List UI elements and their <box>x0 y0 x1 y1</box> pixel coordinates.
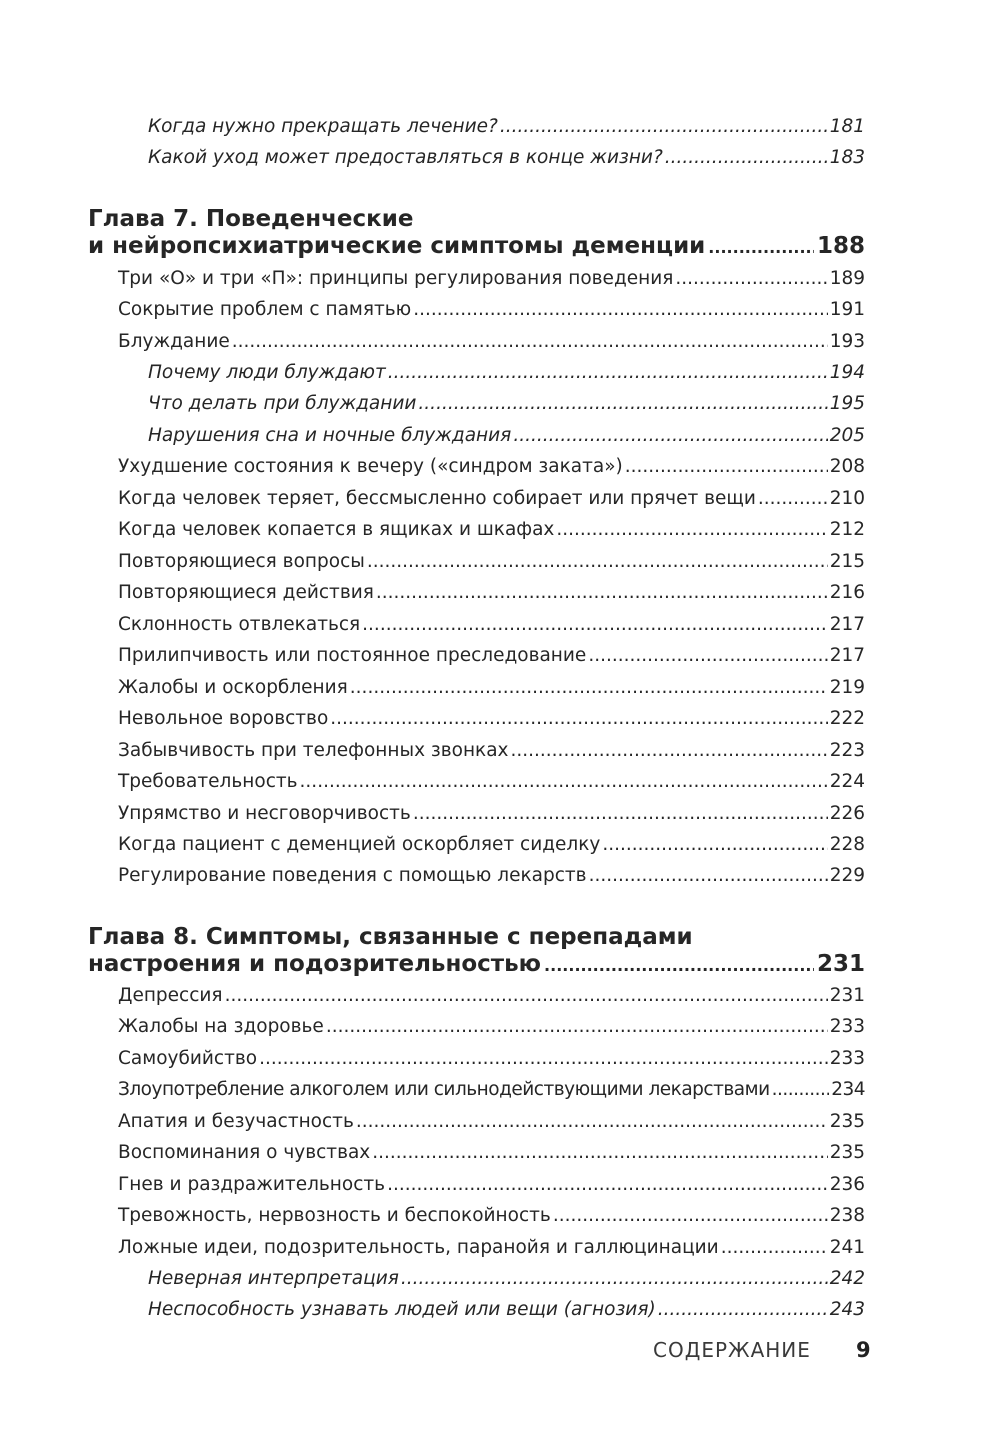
toc-entry-title: Что делать при блуждании <box>148 393 417 414</box>
toc-entry[interactable] <box>118 578 865 608</box>
toc-entry[interactable] <box>148 143 865 173</box>
toc-entry-page: 242 <box>829 1268 865 1289</box>
toc-entry-title: Воспоминания о чувствах <box>118 1142 371 1163</box>
toc-entry-title: Упрямство и несговорчивость <box>118 803 411 824</box>
toc-entry-title: Три «О» и три «П»: принципы регулирования поведения <box>118 268 674 289</box>
toc-entry[interactable] <box>118 704 865 734</box>
dot-leader <box>413 295 827 325</box>
toc-entry-title: Неспособность узнавать людей или вещи (агнозия) <box>148 1299 656 1320</box>
toc-entry-title: Апатия и безучастность <box>118 1111 354 1132</box>
toc-entry-page: 241 <box>829 1237 865 1258</box>
toc-entry[interactable] <box>118 1044 865 1074</box>
running-footer-label: СОДЕРЖАНИЕ <box>653 1338 811 1362</box>
toc-entry-page: 189 <box>829 268 865 289</box>
toc-entry[interactable] <box>118 1233 865 1263</box>
toc-entry-title: Регулирование поведения с помощью лекарств <box>118 865 587 886</box>
toc-entry-page: 217 <box>829 645 865 666</box>
toc-entry-page: 243 <box>829 1299 865 1320</box>
toc-entry-page: 210 <box>829 488 865 509</box>
dot-leader <box>372 1138 827 1168</box>
toc-entry-page: 208 <box>829 456 865 477</box>
chapter-page: 231 <box>816 951 865 977</box>
toc-entry-title: Какой уход может предоставляться в конце жизни? <box>148 147 663 168</box>
toc-entry-page: 191 <box>829 299 865 320</box>
toc-entry-title: Нарушения сна и ночные блуждания <box>148 425 512 446</box>
chapter-title-line2: настроения и подозрительностью <box>88 951 542 977</box>
chapter-page: 188 <box>816 233 865 259</box>
toc-entry-page: 217 <box>829 614 865 635</box>
toc-entry[interactable] <box>118 264 865 294</box>
dot-leader <box>326 1012 828 1042</box>
toc-entry-title: Требовательность <box>118 771 298 792</box>
dot-leader <box>418 389 827 419</box>
dot-leader <box>658 1295 828 1325</box>
dot-leader <box>330 704 827 734</box>
dot-leader <box>225 981 828 1011</box>
dot-leader <box>544 952 814 979</box>
toc-entry-title: Почему люди блуждают <box>148 362 386 383</box>
toc-entry[interactable] <box>118 736 865 766</box>
toc-entry-page: 236 <box>829 1174 865 1195</box>
toc-entry-page: 181 <box>829 116 865 137</box>
toc-entry[interactable] <box>118 484 865 514</box>
dot-leader <box>387 1170 828 1200</box>
dot-leader <box>721 1233 828 1263</box>
toc-entry[interactable] <box>118 1075 865 1105</box>
toc-entry[interactable] <box>118 673 865 703</box>
toc-entry-page: 233 <box>829 1016 865 1037</box>
toc-entry[interactable] <box>118 981 865 1011</box>
toc-entry[interactable] <box>148 112 865 142</box>
toc-entry[interactable] <box>118 327 865 357</box>
toc-entry-title: Депрессия <box>118 985 223 1006</box>
toc-entry[interactable] <box>118 547 865 577</box>
toc-entry-page: 183 <box>829 147 865 168</box>
toc-entry-page: 194 <box>829 362 865 383</box>
toc-entry-page: 228 <box>829 834 865 855</box>
toc-entry-title: Злоупотребление алкоголем или сильнодействующими лекарствами <box>118 1079 770 1100</box>
dot-leader <box>772 1075 830 1105</box>
toc-entry-title: Ложные идеи, подозрительность, паранойя и галлюцинации <box>118 1237 719 1258</box>
toc-entry-page: 233 <box>829 1048 865 1069</box>
dot-leader <box>350 673 828 703</box>
toc-entry-title: Когда пациент с деменцией оскорбляет сиделку <box>118 834 601 855</box>
dot-leader <box>376 578 828 608</box>
dot-leader <box>589 861 828 891</box>
toc-entry-page: 222 <box>829 708 865 729</box>
chapter-7-heading[interactable] <box>88 206 865 260</box>
toc-entry-title: Самоубийство <box>118 1048 258 1069</box>
dot-leader <box>675 264 827 294</box>
toc-entry-page: 235 <box>829 1111 865 1132</box>
toc-entry-title: Когда нужно прекращать лечение? <box>148 116 498 137</box>
toc-entry-page: 219 <box>829 677 865 698</box>
toc-entry[interactable] <box>118 452 865 482</box>
toc-entry[interactable] <box>148 1295 865 1325</box>
toc-entry-page: 234 <box>831 1079 865 1100</box>
dot-leader <box>511 736 828 766</box>
toc-entry-page: 229 <box>829 865 865 886</box>
toc-entry-title: Блуждание <box>118 331 230 352</box>
toc-entry-title: Повторяющиеся действия <box>118 582 374 603</box>
dot-leader <box>588 641 827 671</box>
dot-leader <box>300 767 828 797</box>
toc-entry-title: Склонность отвлекаться <box>118 614 361 635</box>
toc-entry-title: Неверная интерпретация <box>148 1268 399 1289</box>
toc-entry[interactable] <box>118 610 865 640</box>
toc-entry[interactable] <box>148 421 865 451</box>
dot-leader <box>758 484 828 514</box>
dot-leader <box>708 234 814 261</box>
toc-entry-title: Тревожность, нервозность и беспокойность <box>118 1205 551 1226</box>
toc-entry-page: 215 <box>829 551 865 572</box>
toc-entry-page: 216 <box>829 582 865 603</box>
page-number: 9 <box>856 1338 871 1362</box>
toc-entry[interactable] <box>148 1264 865 1294</box>
toc-entry[interactable] <box>118 1138 865 1168</box>
dot-leader <box>625 452 828 482</box>
dot-leader <box>602 830 827 860</box>
toc-entry-title: Повторяющиеся вопросы <box>118 551 365 572</box>
chapter-title-line1: Глава 8. Симптомы, связанные с перепадами <box>88 924 693 950</box>
toc-entry-title: Невольное воровство <box>118 708 329 729</box>
toc-entry-title: Жалобы на здоровье <box>118 1016 324 1037</box>
chapter-title-line2: и нейропсихиатрические симптомы деменции <box>88 233 706 259</box>
toc-entry-page: 224 <box>829 771 865 792</box>
toc-entry[interactable] <box>118 799 865 829</box>
toc-entry-page: 205 <box>829 425 865 446</box>
dot-leader <box>356 1107 828 1137</box>
toc-entry[interactable] <box>118 515 865 545</box>
toc-entry[interactable] <box>118 767 865 797</box>
dot-leader <box>500 112 828 142</box>
toc-entry-page: 195 <box>829 393 865 414</box>
dot-leader <box>665 143 828 173</box>
toc-entry-page: 193 <box>829 331 865 352</box>
toc-entry[interactable] <box>118 1201 865 1231</box>
dot-leader <box>388 358 828 388</box>
dot-leader <box>259 1044 828 1074</box>
dot-leader <box>232 327 828 357</box>
toc-entry[interactable] <box>118 1107 865 1137</box>
toc-entry-title: Гнев и раздражительность <box>118 1174 386 1195</box>
toc-entry-title: Когда человек теряет, бессмысленно собирает или прячет вещи <box>118 488 756 509</box>
toc-entry-title: Ухудшение состояния к вечеру («синдром заката») <box>118 456 623 477</box>
chapter-title-line1: Глава 7. Поведенческие <box>88 206 414 232</box>
dot-leader <box>401 1264 828 1294</box>
toc-entry-title: Сокрытие проблем с памятью <box>118 299 412 320</box>
toc-entry-title: Когда человек копается в ящиках и шкафах <box>118 519 555 540</box>
toc-entry-page: 238 <box>829 1205 865 1226</box>
toc-entry-page: 212 <box>829 519 865 540</box>
dot-leader <box>362 610 828 640</box>
toc-entry[interactable] <box>118 861 865 891</box>
toc-entry-title: Прилипчивость или постоянное преследование <box>118 645 587 666</box>
toc-entry[interactable] <box>118 641 865 671</box>
toc-entry-page: 226 <box>829 803 865 824</box>
dot-leader <box>367 547 828 577</box>
toc-entry[interactable] <box>118 830 865 860</box>
toc-entry[interactable] <box>148 389 865 419</box>
dot-leader <box>413 799 828 829</box>
dot-leader <box>513 421 827 451</box>
toc-entry[interactable] <box>118 295 865 325</box>
toc-entry[interactable] <box>118 1170 865 1200</box>
toc-entry[interactable] <box>148 358 865 388</box>
toc-entry-title: Забывчивость при телефонных звонках <box>118 740 509 761</box>
toc-entry[interactable] <box>118 1012 865 1042</box>
dot-leader <box>553 1201 828 1231</box>
toc-entry-title: Жалобы и оскорбления <box>118 677 348 698</box>
dot-leader <box>556 515 827 545</box>
chapter-8-heading[interactable] <box>88 924 865 978</box>
toc-entry-page: 231 <box>829 985 865 1006</box>
toc-entry-page: 235 <box>829 1142 865 1163</box>
toc-entry-page: 223 <box>829 740 865 761</box>
